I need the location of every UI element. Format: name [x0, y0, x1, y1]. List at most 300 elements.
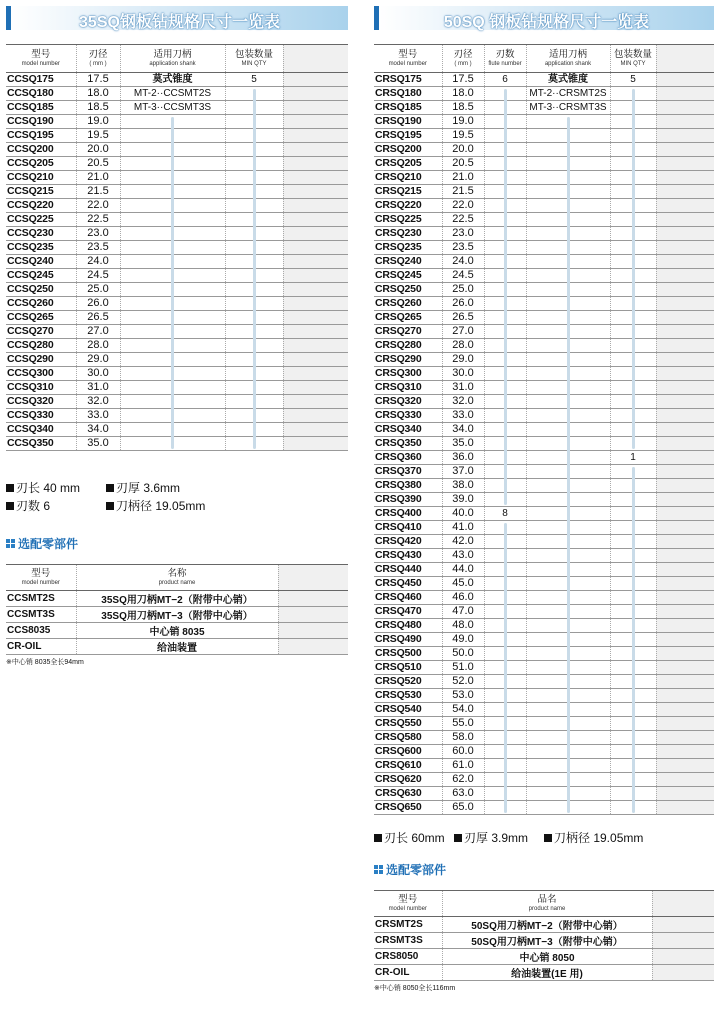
blank-cell	[278, 623, 348, 639]
model-number: CCSQ340	[6, 423, 76, 437]
blank-cell	[656, 269, 714, 283]
header-diameter: 刃径 ( mm )	[76, 45, 120, 73]
table-row	[374, 185, 714, 199]
blank-cell	[283, 115, 348, 129]
qty-cell: 5	[610, 73, 656, 87]
blank-cell	[283, 339, 348, 353]
model-number: CRSQ460	[374, 591, 442, 605]
spec-blade-thickness: 刃厚 3.6mm	[116, 481, 181, 495]
table-row	[374, 297, 714, 311]
blank-cell	[283, 199, 348, 213]
parts-row	[374, 949, 714, 965]
blank-cell	[656, 227, 714, 241]
parts-model: CR-OIL	[374, 965, 442, 981]
model-number: CRSQ205	[374, 157, 442, 171]
model-number: CRSQ490	[374, 633, 442, 647]
model-number: CCSQ210	[6, 171, 76, 185]
blank-cell	[283, 87, 348, 101]
bullet-square-icon	[374, 834, 382, 842]
model-number: CRSQ185	[374, 101, 442, 115]
blank-cell	[656, 563, 714, 577]
blank-cell	[652, 917, 714, 933]
model-number: CRSQ225	[374, 213, 442, 227]
model-number: CCSQ235	[6, 241, 76, 255]
parts-name: 50SQ用刀柄MT−2（附带中心销）	[442, 917, 652, 933]
model-number: CCSQ350	[6, 437, 76, 451]
model-number: CRSQ580	[374, 731, 442, 745]
blank-cell	[656, 507, 714, 521]
table-row	[374, 717, 714, 731]
model-number: CCSQ300	[6, 367, 76, 381]
diameter-value: 60.0	[442, 745, 484, 759]
model-number: CRSQ260	[374, 297, 442, 311]
diameter-value: 20.0	[442, 143, 484, 157]
blank-cell	[283, 423, 348, 437]
blank-cell	[656, 157, 714, 171]
table-row	[6, 115, 348, 129]
diameter-value: 50.0	[442, 647, 484, 661]
header-qty: 包装数量 MIN QTY	[225, 45, 283, 73]
parts-row	[6, 591, 348, 607]
blank-cell	[656, 577, 714, 591]
model-number: CRSQ600	[374, 745, 442, 759]
diameter-value: 44.0	[442, 563, 484, 577]
shank-cell: MT-3··CRSMT3S	[526, 101, 610, 115]
diameter-value: 41.0	[442, 521, 484, 535]
table-row	[6, 339, 348, 353]
table-row	[6, 143, 348, 157]
diameter-value: 39.0	[442, 493, 484, 507]
table-row	[374, 73, 714, 87]
model-number: CCSQ250	[6, 283, 76, 297]
table-row	[6, 157, 348, 171]
diameter-value: 29.0	[442, 353, 484, 367]
footnote-50sq: ※中心销 8050全长116mm	[374, 985, 456, 992]
table-row	[374, 129, 714, 143]
diameter-value: 32.0	[442, 395, 484, 409]
blank-cell	[652, 965, 714, 981]
parts-table-35sq	[6, 564, 348, 655]
diameter-value: 24.5	[442, 269, 484, 283]
blank-cell	[656, 549, 714, 563]
model-number: CRSQ220	[374, 199, 442, 213]
model-number: CCSQ225	[6, 213, 76, 227]
table-row	[6, 241, 348, 255]
blank-cell	[656, 171, 714, 185]
diameter-value: 48.0	[442, 619, 484, 633]
footnote-35sq: ※中心销 8035全长94mm	[6, 659, 84, 666]
blank-cell	[652, 949, 714, 965]
model-number: CCSQ230	[6, 227, 76, 241]
diameter-value: 55.0	[442, 717, 484, 731]
diameter-value: 61.0	[442, 759, 484, 773]
model-number: CRSQ510	[374, 661, 442, 675]
blank-cell	[283, 171, 348, 185]
diameter-value: 32.0	[76, 395, 120, 409]
blank-cell	[283, 395, 348, 409]
model-number: CCSQ290	[6, 353, 76, 367]
header-diameter: 刃径 ( mm )	[442, 45, 484, 73]
table-row	[374, 633, 714, 647]
table-row	[374, 311, 714, 325]
table-row	[374, 423, 714, 437]
parts-name: 35SQ用刀柄MT−3（附带中心销）	[76, 607, 278, 623]
continuation-line	[504, 89, 507, 505]
table-row	[374, 101, 714, 115]
diameter-value: 24.5	[76, 269, 120, 283]
table-row	[6, 227, 348, 241]
parts-row	[374, 965, 714, 981]
table-row	[6, 199, 348, 213]
blank-cell	[656, 521, 714, 535]
continuation-line	[632, 89, 635, 449]
table-row	[374, 493, 714, 507]
diameter-value: 51.0	[442, 661, 484, 675]
diameter-value: 24.0	[76, 255, 120, 269]
title-50sq: 50SQ 钢板钻规格尺寸一览表	[443, 14, 650, 31]
table-row	[374, 507, 714, 521]
table-row	[374, 157, 714, 171]
model-number: CRSQ650	[374, 801, 442, 815]
continuation-line	[632, 467, 635, 813]
diameter-value: 20.5	[76, 157, 120, 171]
title-bar-35sq	[6, 6, 348, 30]
blank-cell	[656, 801, 714, 815]
parts-name: 35SQ用刀柄MT−2（附带中心销）	[76, 591, 278, 607]
blank-cell	[656, 493, 714, 507]
table-row	[374, 87, 714, 101]
blank-cell	[656, 479, 714, 493]
parts-row	[6, 639, 348, 655]
diameter-value: 27.0	[76, 325, 120, 339]
blank-cell	[283, 381, 348, 395]
model-number: CCSQ270	[6, 325, 76, 339]
diameter-value: 22.5	[442, 213, 484, 227]
continuation-line	[504, 523, 507, 813]
diameter-value: 65.0	[442, 801, 484, 815]
table-row	[374, 773, 714, 787]
blank-cell	[656, 115, 714, 129]
parts-name: 中心销 8050	[442, 949, 652, 965]
blank-cell	[283, 255, 348, 269]
header-model: 型号 model number	[374, 45, 442, 73]
blank-cell	[283, 297, 348, 311]
table-row	[374, 563, 714, 577]
shank-cell: MT-2··CRSMT2S	[526, 87, 610, 101]
spec-header-row	[374, 45, 714, 73]
parts-model: CCSMT3S	[6, 607, 76, 623]
header-shank: 适用刀柄 application shank	[120, 45, 225, 73]
continuation-line	[253, 89, 256, 449]
parts-name: 中心销 8035	[76, 623, 278, 639]
grid-icon	[374, 865, 383, 874]
model-number: CCSQ280	[6, 339, 76, 353]
model-number: CRSQ350	[374, 437, 442, 451]
diameter-value: 19.5	[76, 129, 120, 143]
diameter-value: 26.0	[76, 297, 120, 311]
table-row	[374, 115, 714, 129]
model-number: CRSQ430	[374, 549, 442, 563]
spec-table-35sq	[6, 44, 348, 451]
blank-cell	[656, 87, 714, 101]
table-row	[374, 269, 714, 283]
model-number: CCSQ205	[6, 157, 76, 171]
panel-35sq	[6, 6, 348, 667]
blank-cell	[656, 703, 714, 717]
diameter-value: 19.0	[76, 115, 120, 129]
blank-cell	[656, 297, 714, 311]
model-number: CCSQ185	[6, 101, 76, 115]
blank-cell	[656, 339, 714, 353]
model-number: CRSQ520	[374, 675, 442, 689]
table-row	[374, 605, 714, 619]
table-row	[374, 437, 714, 451]
parts-row	[374, 917, 714, 933]
blank-cell	[283, 241, 348, 255]
diameter-value: 37.0	[442, 465, 484, 479]
blank-cell	[283, 157, 348, 171]
bullet-square-icon	[6, 502, 14, 510]
diameter-value: 22.0	[76, 199, 120, 213]
blank-cell	[656, 381, 714, 395]
diameter-value: 28.0	[442, 339, 484, 353]
table-row	[6, 381, 348, 395]
diameter-value: 23.5	[442, 241, 484, 255]
model-number: CRSQ245	[374, 269, 442, 283]
bullet-square-icon	[544, 834, 552, 842]
table-row	[374, 759, 714, 773]
diameter-value: 38.0	[442, 479, 484, 493]
diameter-value: 22.5	[76, 213, 120, 227]
spec-table-50sq	[374, 44, 714, 815]
diameter-value: 30.0	[76, 367, 120, 381]
blank-cell	[283, 101, 348, 115]
blank-cell	[656, 633, 714, 647]
model-number: CRSQ235	[374, 241, 442, 255]
bullet-square-icon	[6, 484, 14, 492]
diameter-value: 18.5	[76, 101, 120, 115]
diameter-value: 23.5	[76, 241, 120, 255]
diameter-value: 22.0	[442, 199, 484, 213]
model-number: CCSQ265	[6, 311, 76, 325]
model-number: CRSQ540	[374, 703, 442, 717]
table-row	[374, 661, 714, 675]
model-number: CRSQ500	[374, 647, 442, 661]
model-number: CRSQ420	[374, 535, 442, 549]
blank-cell	[283, 283, 348, 297]
flute-cell: 8	[484, 507, 526, 521]
model-number: CRSQ290	[374, 353, 442, 367]
parts-heading-50sq: 选配零部件	[374, 861, 714, 878]
table-row	[374, 353, 714, 367]
diameter-value: 27.0	[442, 325, 484, 339]
parts-header-name: 品名 product name	[442, 891, 652, 917]
table-row	[374, 143, 714, 157]
diameter-value: 21.5	[442, 185, 484, 199]
diameter-value: 35.0	[76, 437, 120, 451]
blank-cell	[283, 213, 348, 227]
header-qty: 包装数量 MIN QTY	[610, 45, 656, 73]
model-number: CRSQ330	[374, 409, 442, 423]
blank-cell	[283, 269, 348, 283]
diameter-value: 18.0	[76, 87, 120, 101]
model-number: CRSQ265	[374, 311, 442, 325]
blank-cell	[656, 423, 714, 437]
table-row	[6, 325, 348, 339]
model-number: CRSQ180	[374, 87, 442, 101]
table-row	[374, 367, 714, 381]
table-row	[374, 451, 714, 465]
table-row	[374, 339, 714, 353]
table-row	[374, 689, 714, 703]
blank-cell	[652, 933, 714, 949]
model-number: CCSQ195	[6, 129, 76, 143]
blank-cell	[656, 451, 714, 465]
blank-cell	[656, 675, 714, 689]
table-row	[374, 521, 714, 535]
diameter-value: 31.0	[76, 381, 120, 395]
continuation-line	[171, 117, 174, 449]
table-row	[6, 255, 348, 269]
table-row	[374, 171, 714, 185]
model-number: CRSQ410	[374, 521, 442, 535]
table-row	[374, 703, 714, 717]
blank-cell	[283, 129, 348, 143]
bullet-square-icon	[106, 502, 114, 510]
model-number: CRSQ340	[374, 423, 442, 437]
table-row	[374, 199, 714, 213]
parts-header-name: 名称 product name	[76, 565, 278, 591]
table-row	[374, 227, 714, 241]
parts-row	[374, 933, 714, 949]
diameter-value: 25.0	[76, 283, 120, 297]
model-number: CRSQ380	[374, 479, 442, 493]
model-number: CRSQ300	[374, 367, 442, 381]
shank-cell: MT-3··CCSMT3S	[120, 101, 225, 115]
model-number: CRSQ270	[374, 325, 442, 339]
blank-cell	[656, 185, 714, 199]
diameter-value: 21.0	[442, 171, 484, 185]
blank-cell	[656, 325, 714, 339]
bullet-square-icon	[454, 834, 462, 842]
table-row	[6, 283, 348, 297]
blank-cell	[283, 311, 348, 325]
parts-row	[6, 607, 348, 623]
table-row	[374, 731, 714, 745]
blank-cell	[283, 437, 348, 451]
header-flute: 刃数 flute number	[484, 45, 526, 73]
qty-cell: 5	[225, 73, 283, 87]
table-row	[6, 171, 348, 185]
table-row	[374, 465, 714, 479]
table-row	[374, 787, 714, 801]
blank-cell	[656, 731, 714, 745]
blank-cell	[283, 143, 348, 157]
model-number: CRSQ440	[374, 563, 442, 577]
table-row	[6, 437, 348, 451]
blank-cell	[656, 787, 714, 801]
diameter-value: 25.0	[442, 283, 484, 297]
model-number: CRSQ550	[374, 717, 442, 731]
diameter-value: 19.0	[442, 115, 484, 129]
diameter-value: 18.5	[442, 101, 484, 115]
parts-header-model: 型号 model number	[374, 891, 442, 917]
diameter-value: 23.0	[76, 227, 120, 241]
model-number: CCSQ180	[6, 87, 76, 101]
blank-cell	[656, 143, 714, 157]
diameter-value: 21.0	[76, 171, 120, 185]
spec-shank-diameter: 刀柄径 19.05mm	[116, 499, 206, 513]
parts-header-blank	[278, 565, 348, 591]
table-row	[6, 311, 348, 325]
diameter-value: 26.5	[442, 311, 484, 325]
model-number: CCSQ220	[6, 199, 76, 213]
blank-cell	[656, 465, 714, 479]
spec-shank-diameter: 刀柄径 19.05mm	[554, 831, 644, 845]
parts-heading-35sq: 选配零部件	[6, 535, 348, 552]
blank-cell	[656, 605, 714, 619]
blank-cell	[656, 129, 714, 143]
table-row	[374, 801, 714, 815]
bullet-square-icon	[106, 484, 114, 492]
diameter-value: 54.0	[442, 703, 484, 717]
parts-table-50sq	[374, 890, 714, 981]
model-number: CRSQ280	[374, 339, 442, 353]
blank-cell	[656, 367, 714, 381]
header-shank: 适用刀柄 application shank	[526, 45, 610, 73]
model-number: CRSQ360	[374, 451, 442, 465]
table-row	[374, 577, 714, 591]
spec-flute-count: 刃数 6	[16, 499, 51, 513]
parts-model: CRSMT2S	[374, 917, 442, 933]
title-bar-50sq	[374, 6, 714, 30]
diameter-value: 19.5	[442, 129, 484, 143]
spec-blade-length: 刃长 60mm	[384, 831, 445, 845]
blank-cell	[283, 409, 348, 423]
blank-cell	[656, 241, 714, 255]
table-row	[6, 185, 348, 199]
diameter-value: 46.0	[442, 591, 484, 605]
model-number: CRSQ240	[374, 255, 442, 269]
model-number: CCSQ310	[6, 381, 76, 395]
blank-cell	[656, 745, 714, 759]
table-row	[374, 647, 714, 661]
parts-model: CRS8050	[374, 949, 442, 965]
table-row	[6, 395, 348, 409]
shank-cell: 莫式锥度	[526, 73, 610, 87]
blank-cell	[656, 619, 714, 633]
diameter-value: 30.0	[442, 367, 484, 381]
model-number: CRSQ230	[374, 227, 442, 241]
model-number: CCSQ245	[6, 269, 76, 283]
table-row	[6, 129, 348, 143]
blank-cell	[656, 647, 714, 661]
diameter-value: 62.0	[442, 773, 484, 787]
blank-cell	[283, 325, 348, 339]
spec-blade-thickness: 刃厚 3.9mm	[464, 831, 529, 845]
table-row	[374, 325, 714, 339]
diameter-value: 33.0	[76, 409, 120, 423]
parts-model: CCSMT2S	[6, 591, 76, 607]
model-number: CCSQ320	[6, 395, 76, 409]
diameter-value: 18.0	[442, 87, 484, 101]
blank-cell	[283, 227, 348, 241]
diameter-value: 45.0	[442, 577, 484, 591]
model-number: CRSQ210	[374, 171, 442, 185]
parts-name: 给油装置	[76, 639, 278, 655]
model-number: CRSQ620	[374, 773, 442, 787]
diameter-value: 17.5	[76, 73, 120, 87]
